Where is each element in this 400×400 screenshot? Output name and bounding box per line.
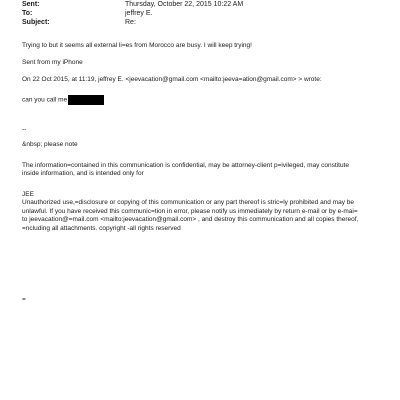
to-label: To: (22, 10, 33, 17)
unauthorized-line-3: to jeevacation@=mail.com <mailto:jeevacation@gmail.com> , and destroy this communication and all copies thereof, (22, 216, 359, 224)
unauthorized-line-2: unlawful. If you have received this communic=tion in error, please notify us immediately by return e-mail or by e-mai= (22, 207, 358, 215)
please-note-line: &nbsp; please note (22, 141, 78, 149)
sent-label: Sent: (22, 1, 40, 8)
body-line-1: Trying to but it seems all external li=es from Morocco are busy. I will keep trying! (22, 42, 252, 49)
subject-value: Re: (125, 19, 136, 26)
signature-initials: JEE (22, 190, 34, 198)
confidential-notice (22, 162, 377, 179)
unauthorized-notice (22, 199, 377, 233)
email-body (22, 42, 377, 233)
email-header (22, 0, 243, 27)
unauthorized-line-1: Unauthorized use,=disclosure or copying of this communication or any part thereof is stric=ly prohibited and may be (22, 199, 355, 207)
quoted-header: On 22 Oct 2015, at 11:19, jeffrey E. <jeevacation@gmail.com <mailto:jeeva=ation@gmail.com> > wrote: (22, 76, 322, 83)
redaction-box (68, 95, 104, 105)
quoted-message-text: can you call me (22, 96, 68, 104)
subject-row (22, 18, 243, 27)
confidential-line-2: inside information, and is intended only for (22, 170, 144, 178)
body-line-2: Sent from my iPhone (22, 58, 83, 66)
sent-value: Thursday, October 22, 2015 10:22 AM (125, 1, 244, 8)
unauthorized-line-4: =ncluding all attachments. copyright -all rights reserved (22, 224, 181, 232)
signature-separator: -- (22, 125, 27, 133)
to-value: jeffrey E. (125, 10, 153, 17)
confidential-line-1: The information=contained in this communication is confidential, may be attorney-client p=ivileged, may constitute (22, 161, 349, 169)
quoted-message (22, 95, 377, 105)
trailing-equals: = (22, 296, 26, 303)
subject-label: Subject: (22, 19, 50, 26)
sent-row (22, 0, 243, 9)
to-row (22, 9, 243, 18)
